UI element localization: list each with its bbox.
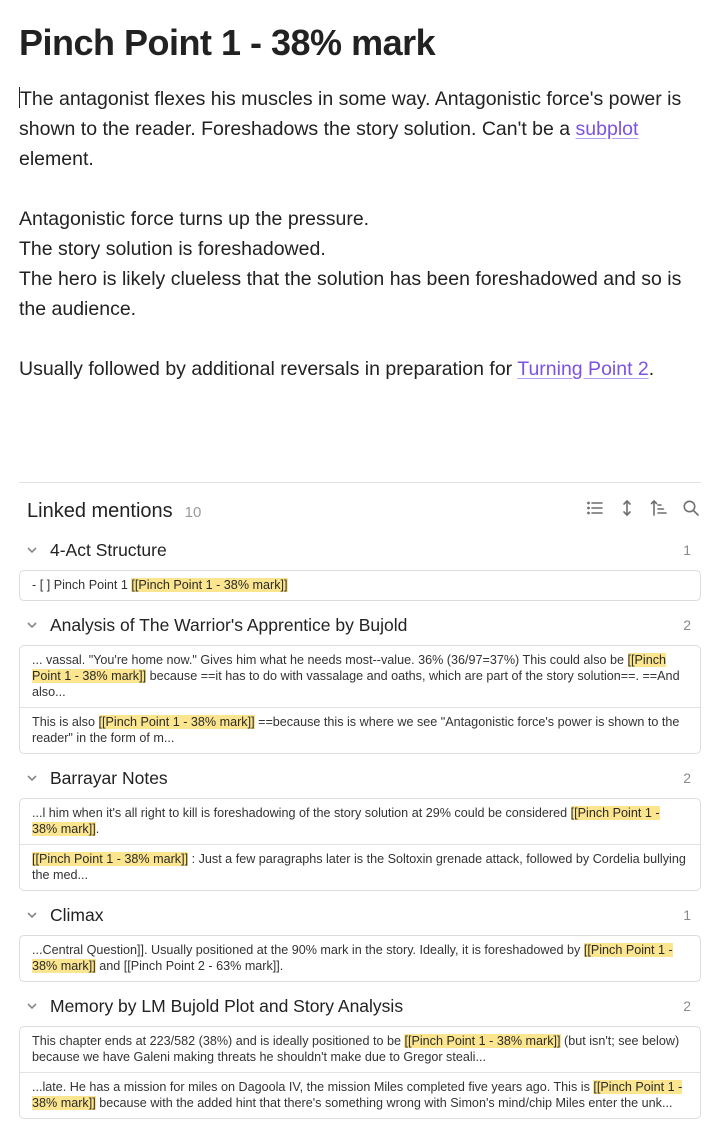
mention-group-title: 4-Act Structure	[50, 539, 167, 560]
mention-card	[19, 570, 701, 601]
linked-mentions-title: Linked mentions	[27, 500, 173, 522]
mention-snippet[interactable]	[20, 844, 700, 890]
mention-group-count: 2	[683, 617, 691, 633]
mention-group	[19, 766, 701, 891]
line-foreshadowed: The story solution is foreshadowed.	[19, 238, 326, 260]
mention-group	[19, 903, 701, 982]
highlighted-link: [[Pinch Point 1 - 38% mark]]	[32, 806, 660, 836]
mention-group-title: Memory by LM Bujold Plot and Story Analysis	[50, 995, 404, 1016]
snippet-text: ... vassal. "You're home now." Gives him what he needs most--value. 36% (36/97=37%) This could also be	[32, 653, 628, 667]
linked-mentions-toolbar	[585, 498, 701, 518]
mention-group-title: Climax	[50, 904, 104, 925]
snippet-text: ...Central Question]]. Usually positioned at the 90% mark in the story. Ideally, it is foreshadowed by	[32, 943, 584, 957]
list-icon[interactable]	[585, 498, 605, 518]
divider	[19, 482, 701, 483]
snippet-text: ...l him when it's all right to kill is foreshadowing of the story solution at 29% could be considered	[32, 806, 571, 820]
subplot-link[interactable]: subplot	[575, 118, 639, 140]
page-title: Pinch Point 1 - 38% mark	[19, 22, 436, 63]
mention-card	[19, 1026, 701, 1119]
snippet-text: ==because this is where we see "Antagonistic force's power is shown to the reader" in the form of m...	[32, 715, 680, 745]
line-hero-clueless: The hero is likely clueless that the solution has been foreshadowed and so is the audience.	[19, 268, 682, 320]
mention-group-header[interactable]	[19, 538, 701, 562]
mention-group	[19, 613, 701, 754]
mention-group-count: 2	[683, 998, 691, 1014]
chevron-down-icon[interactable]	[25, 999, 39, 1013]
mention-group-count: 1	[683, 542, 691, 558]
turning-point-2-link[interactable]: Turning Point 2	[517, 358, 649, 380]
highlighted-link: [[Pinch Point 1 - 38% mark]]	[404, 1034, 561, 1048]
highlighted-link: [[Pinch Point 1 - 38% mark]]	[98, 715, 255, 729]
line-pressure: Antagonistic force turns up the pressure.	[19, 208, 370, 230]
highlighted-link: [[Pinch Point 1 - 38% mark]]	[32, 943, 673, 973]
mention-group-title: Barrayar Notes	[50, 767, 168, 788]
chevron-down-icon[interactable]	[25, 771, 39, 785]
mention-group-count: 2	[683, 770, 691, 786]
highlighted-link: [[Pinch Point 1 - 38% mark]]	[131, 578, 288, 592]
linked-mentions-count: 10	[184, 504, 202, 521]
chevron-down-icon[interactable]	[25, 543, 39, 557]
highlighted-link: [[Pinch Point 1 - 38% mark]]	[32, 1080, 683, 1110]
mention-snippet[interactable]	[20, 799, 700, 844]
snippet-text: This chapter ends at 223/582 (38%) and is ideally positioned to be	[32, 1034, 405, 1048]
mention-snippet[interactable]	[20, 1072, 700, 1118]
snippet-text: .	[95, 822, 100, 836]
mention-group-header[interactable]	[19, 994, 701, 1018]
mention-snippet[interactable]	[20, 1027, 700, 1072]
snippet-text: and [[Pinch Point 2 - 63% mark]].	[95, 959, 284, 973]
snippet-text: because ==it has to do with vassalage and oaths, which are part of the story solution==. ==And also...	[32, 669, 680, 699]
snippet-text: This is also	[32, 715, 99, 729]
snippet-text: - [ ] Pinch Point 1	[32, 578, 132, 592]
mention-snippet[interactable]	[20, 936, 700, 981]
sort-icon[interactable]	[649, 498, 669, 518]
snippet-text: because with the added hint that there's something wrong with Simon's mind/chip Miles enter the unk...	[95, 1096, 673, 1110]
note-body[interactable]	[19, 84, 709, 384]
highlighted-link: [[Pinch Point 1 - 38% mark]]	[32, 653, 667, 683]
expand-collapse-icon[interactable]	[617, 498, 637, 518]
snippet-text: (but isn't; see below) because we have Galeni making threats he shouldn't make due to Gregor steali...	[32, 1034, 680, 1064]
mention-group-header[interactable]	[19, 903, 701, 927]
mention-snippet[interactable]	[20, 646, 700, 707]
linked-mentions-header	[27, 500, 201, 523]
mention-group-header[interactable]	[19, 766, 701, 790]
paragraph-reversals: Usually followed by additional reversals in preparation for Turning Point 2.	[19, 358, 655, 380]
mention-snippet[interactable]	[20, 707, 700, 753]
mention-group-count: 1	[683, 907, 691, 923]
paragraph-1: The antagonist flexes his muscles in some way. Antagonistic force's power is shown to the reader. Foreshadows the story solution. Can't be a subplot element.	[19, 88, 682, 170]
mention-group	[19, 994, 701, 1119]
mention-card	[19, 645, 701, 754]
mention-card	[19, 935, 701, 982]
snippet-text: ...late. He has a mission for miles on Dagoola IV, the mission Miles completed five years ago. This is	[32, 1080, 594, 1094]
mention-group-title: Analysis of The Warrior's Apprentice by Bujold	[50, 614, 408, 635]
chevron-down-icon[interactable]	[25, 908, 39, 922]
linked-mentions-list	[19, 538, 701, 1131]
mention-group	[19, 538, 701, 601]
snippet-text: : Just a few paragraphs later is the Soltoxin grenade attack, followed by Cordelia bullying the med...	[32, 852, 686, 882]
search-icon[interactable]	[681, 498, 701, 518]
mention-snippet[interactable]	[20, 571, 700, 600]
mention-group-header[interactable]	[19, 613, 701, 637]
highlighted-link: [[Pinch Point 1 - 38% mark]]	[32, 852, 189, 866]
mention-card	[19, 798, 701, 891]
chevron-down-icon[interactable]	[25, 618, 39, 632]
